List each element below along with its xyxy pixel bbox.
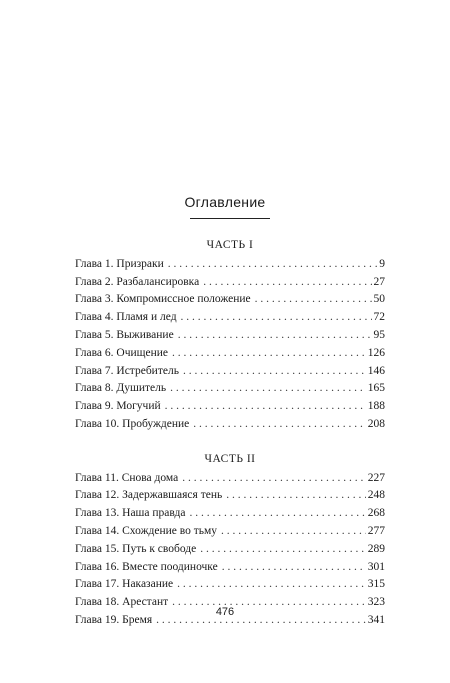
toc-entry	[75, 274, 385, 292]
chapter-title: Глава 4. Пламя и лед	[75, 311, 177, 324]
chapter-title: Глава 15. Путь к свободе	[75, 542, 197, 555]
table-of-contents	[75, 237, 385, 630]
dot-leader	[193, 416, 365, 434]
chapter-title: Глава 3. Компромиссное положение	[75, 293, 251, 306]
dot-leader	[221, 523, 366, 541]
chapter-page-number: 27	[373, 275, 385, 288]
chapter-page-number: 227	[367, 471, 385, 484]
page-number: 476	[215, 606, 235, 618]
chapter-page-number: 248	[367, 489, 385, 502]
dot-leader	[182, 470, 366, 488]
chapter-title: Глава 14. Схождение во тьму	[75, 524, 218, 537]
chapter-title: Глава 1. Призраки	[75, 257, 164, 270]
toc-entry	[75, 505, 385, 523]
dot-leader	[165, 398, 366, 416]
toc-entry	[75, 327, 385, 345]
chapter-page-number: 126	[367, 346, 385, 359]
toc-entry	[75, 576, 385, 594]
chapter-page-number: 9	[379, 257, 385, 270]
dot-leader	[226, 487, 366, 505]
toc-entry	[75, 256, 385, 274]
toc-entry	[75, 523, 385, 541]
chapter-page-number: 315	[367, 578, 385, 591]
chapter-page-number: 188	[367, 400, 385, 413]
dot-leader	[177, 576, 366, 594]
dot-leader	[181, 309, 372, 327]
chapter-title: Глава 13. Наша правда	[75, 507, 186, 520]
toc-entry	[75, 398, 385, 416]
page-title: Оглавление	[184, 194, 266, 210]
toc-entry	[75, 470, 385, 488]
chapter-title: Глава 7. Истребитель	[75, 364, 179, 377]
dot-leader	[190, 505, 366, 523]
chapter-page-number: 50	[373, 293, 385, 306]
toc-entry	[75, 416, 385, 434]
chapter-page-number: 165	[367, 382, 385, 395]
dot-leader	[172, 345, 366, 363]
toc-entry	[75, 487, 385, 505]
chapter-title: Глава 12. Задержавшаяся тень	[75, 489, 223, 502]
chapter-page-number: 289	[367, 542, 385, 555]
toc-entry	[75, 380, 385, 398]
chapter-page-number: 146	[367, 364, 385, 377]
dot-leader	[170, 380, 366, 398]
chapter-title: Глава 6. Очищение	[75, 346, 168, 359]
chapter-page-number: 208	[367, 417, 385, 430]
chapter-page-number: 277	[367, 524, 385, 537]
toc-entry	[75, 559, 385, 577]
chapter-page-number: 72	[373, 311, 385, 324]
dot-leader	[255, 291, 372, 309]
title-underline	[190, 218, 270, 219]
chapter-title: Глава 11. Снова дома	[75, 471, 179, 484]
chapter-title: Глава 16. Вместе поодиночке	[75, 560, 218, 573]
dot-leader	[183, 363, 366, 381]
chapter-title: Глава 18. Арестант	[75, 596, 169, 609]
toc-entry	[75, 363, 385, 381]
chapter-title: Глава 17. Наказание	[75, 578, 174, 591]
chapter-page-number: 323	[367, 596, 385, 609]
chapter-title: Глава 8. Душитель	[75, 382, 167, 395]
chapter-title: Глава 2. Разбалансировка	[75, 275, 200, 288]
dot-leader	[203, 274, 371, 292]
dot-leader	[222, 559, 366, 577]
chapter-page-number: 341	[367, 613, 385, 626]
dot-leader	[178, 327, 372, 345]
toc-entry	[75, 345, 385, 363]
chapter-title: Глава 9. Могучий	[75, 400, 161, 413]
chapter-title: Глава 19. Бремя	[75, 613, 153, 626]
chapter-page-number: 268	[367, 507, 385, 520]
chapter-page-number: 301	[367, 560, 385, 573]
toc-entry	[75, 541, 385, 559]
toc-entry	[75, 309, 385, 327]
toc-part	[75, 237, 385, 434]
chapter-title: Глава 10. Пробуждение	[75, 417, 190, 430]
toc-entry	[75, 291, 385, 309]
part-heading: ЧАСТЬ I	[206, 239, 254, 251]
part-heading: ЧАСТЬ II	[204, 452, 256, 465]
chapter-page-number: 95	[373, 328, 385, 341]
dot-leader	[200, 541, 366, 559]
dot-leader	[168, 256, 378, 274]
toc-part	[75, 451, 385, 630]
chapter-title: Глава 5. Выживание	[75, 328, 174, 341]
